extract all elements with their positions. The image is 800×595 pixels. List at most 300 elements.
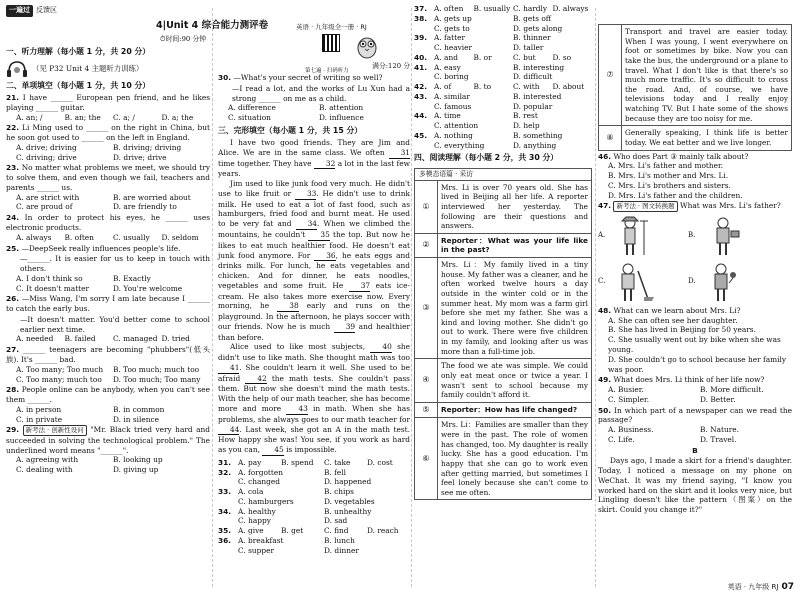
options-47-pictures <box>598 214 792 304</box>
option[interactable]: C. gets to <box>434 23 470 33</box>
cloze-option-row <box>414 4 592 14</box>
farmer-icon <box>608 215 658 257</box>
cloze-option-row <box>414 121 592 131</box>
option[interactable]: C. supper <box>238 545 275 555</box>
question-stem: In order to protect his eyes, he ______ uses electronic products. <box>6 213 210 233</box>
option[interactable]: A. and <box>434 52 458 62</box>
cloze-text: Alice used to like most subjects, <box>230 342 366 352</box>
part-text: Mrs. Li：Families are smaller than they were in the past. The role of women has changed, too. My daughter is really lucky. She has a good education. I'm happy that she can go to work even after getting married, but sometimes I feel lonely because she can't come to see me often. <box>438 418 592 500</box>
interview-row <box>415 402 592 418</box>
option[interactable]: B. rest <box>513 111 538 121</box>
question-stem: "Mr. Black tried very hard and succeeded in solving the technological problem." The underlined word means "______". <box>6 425 210 455</box>
section-single-choice-title: 二、单项填空（每小题 1 分，共 10 分） <box>6 80 151 90</box>
option[interactable]: C. a; / <box>113 112 135 122</box>
blank-35[interactable]: 35 <box>308 230 329 241</box>
option[interactable]: D. popular <box>513 101 553 111</box>
option[interactable]: A. are strict with <box>16 192 80 202</box>
option[interactable]: B. More difficult. <box>700 385 764 395</box>
question-28 <box>6 385 210 405</box>
part-text: Generally speaking, I think life is better today. We eat better and we live longer. <box>622 126 792 150</box>
option[interactable]: B. Exactly <box>113 273 151 283</box>
option[interactable]: A. Too many; Too much <box>16 364 104 374</box>
option[interactable]: D. anything <box>513 140 557 150</box>
blank-31[interactable]: 31 <box>389 148 410 159</box>
option[interactable]: D. dinner <box>324 545 359 555</box>
option[interactable]: A. gets up <box>434 13 472 23</box>
picture-option[interactable] <box>688 260 772 304</box>
column-divider <box>411 8 412 587</box>
option[interactable]: A. fatter <box>434 33 466 43</box>
blank-44[interactable]: 44 <box>218 425 239 436</box>
column-2 <box>218 62 410 595</box>
blank-37[interactable]: 37 <box>349 281 370 292</box>
option[interactable]: A. drive; driving <box>16 142 77 152</box>
option[interactable]: C. boring <box>434 72 469 82</box>
option[interactable]: B. gets off <box>513 13 552 23</box>
cloze-paragraph-3 <box>218 342 410 455</box>
option[interactable]: C. dealing with <box>16 465 73 475</box>
option[interactable]: A. easy <box>434 62 461 72</box>
option[interactable]: B. chips <box>324 487 354 497</box>
option[interactable]: C. usually <box>113 232 150 242</box>
option[interactable]: B. Too much; much too <box>113 364 200 374</box>
cloze-option-row <box>218 497 410 507</box>
cloze-option-row <box>414 33 592 43</box>
passage-b-paragraph: Days ago, I made a skirt for a friend's daughter. Today, I noticed a message on my phone on WeChat. It was my friend saying, "I know you worked hard on the skirt and it looks very nice, but Lingling doesn't like the pattern（图案）on the skirt. Could you change it?" <box>598 456 792 515</box>
option[interactable]: A. cola <box>238 487 264 497</box>
question-22 <box>6 123 210 143</box>
option[interactable]: C. It doesn't matter <box>16 283 90 293</box>
interview-row <box>415 418 592 500</box>
option[interactable]: D. vegetables <box>324 496 375 506</box>
option[interactable]: B. in common <box>113 404 165 414</box>
cloze-text: the top. But now he likes to eat much healthier food. He doesn't eat junk food anymore. For <box>218 229 410 260</box>
question-stem-line2: —I read a lot, and the works of Lu Xun had a strong ______ on me as a child. <box>232 83 410 103</box>
interview-row <box>415 258 592 359</box>
cloze-paragraph-1 <box>218 138 410 179</box>
option[interactable]: D. about <box>552 82 585 92</box>
question-tag: 新考法 · 创新性设问 <box>23 425 87 436</box>
option[interactable]: A. nothing <box>434 130 473 140</box>
worker-icon <box>698 215 748 257</box>
option[interactable]: B. or <box>473 52 492 62</box>
option[interactable]: C. Too many; much too <box>16 374 102 384</box>
question-stem: —DeepSeek really influences people's life. <box>21 243 181 253</box>
option[interactable]: D. Travel. <box>700 434 737 444</box>
option-letter: D. <box>688 277 696 286</box>
cloze-option-row <box>218 468 410 478</box>
blank-38[interactable]: 38 <box>277 301 298 312</box>
question-stem: ______ teenagers are becoming "phubbers"(低头族). It's ______ bad. <box>6 345 210 364</box>
option[interactable]: B. driving; driving <box>113 142 182 152</box>
option[interactable]: C. managed <box>113 334 158 344</box>
question-stem: —What's your secret of writing so well? <box>233 72 383 82</box>
column-divider <box>212 8 213 587</box>
picture-option[interactable] <box>688 214 772 258</box>
option[interactable]: D. Better. <box>700 394 736 404</box>
option[interactable]: B. interested <box>513 91 562 101</box>
option[interactable]: A. often <box>434 4 464 13</box>
cloze-option-row <box>218 536 410 546</box>
question-number: 37. <box>414 4 428 13</box>
book-label: 英语 · 九年级全一册 · RJ <box>296 23 367 31</box>
option[interactable]: C. changed <box>238 477 280 487</box>
question-number: 26. <box>6 294 20 304</box>
option[interactable]: B. lunch <box>324 535 355 545</box>
option[interactable]: B. usually <box>473 4 511 13</box>
option[interactable]: D. influence <box>319 113 364 123</box>
option[interactable]: C. attention <box>434 121 479 131</box>
question-49 <box>598 375 792 385</box>
option[interactable]: A. in person <box>16 404 62 414</box>
option[interactable]: A. an; / <box>16 112 43 122</box>
option[interactable]: A. give <box>238 526 264 536</box>
option[interactable]: C. happy <box>238 516 271 526</box>
question-25 <box>6 244 210 254</box>
option[interactable]: C. situation <box>228 113 271 123</box>
option[interactable]: A. agreeing with <box>16 455 79 465</box>
options-21 <box>6 113 210 123</box>
question-number: 36. <box>218 535 232 545</box>
cloze-option-row <box>218 516 410 526</box>
option[interactable]: C. in private <box>16 414 63 424</box>
options-46 <box>598 161 792 200</box>
option[interactable]: B. Nature. <box>700 425 739 435</box>
cloze-paragraph-2 <box>218 179 410 342</box>
cloze-text: Jim used to like junk food very much. He didn't use to like fruit or <box>218 179 410 198</box>
blank-33[interactable]: 33 <box>295 189 316 200</box>
cloze-options-31-36 <box>218 458 410 556</box>
option[interactable]: D. drive; drive <box>113 152 167 162</box>
cloze-text: . He didn't use to drink milk. He used to eat a lot of fast food, such as hamburgers, fried food and burnt meat. He used to be very fat and <box>218 188 410 229</box>
question-30 <box>218 73 410 83</box>
cloze-text: . She couldn't learn it well. She used to be afraid <box>218 362 410 383</box>
question-stem: Li Ming used to ______ on the right in China, but he soon got used to ______ on the left in England. <box>6 123 210 143</box>
blank-32[interactable]: 32 <box>314 159 335 170</box>
question-number: 29. <box>6 425 20 435</box>
option[interactable]: B. fell <box>324 467 346 477</box>
option[interactable]: D. cost <box>367 457 393 467</box>
cloze-option-row <box>414 141 592 151</box>
option[interactable]: A. similar <box>434 91 470 101</box>
option-letter: B. <box>688 231 696 240</box>
option[interactable]: A. I don't think so <box>16 273 83 283</box>
reporter-icon <box>699 261 749 303</box>
option[interactable]: A. forgotten <box>238 467 284 477</box>
cloze-text: I have two good friends. They are Jim and Alice. We are in the same class. We often <box>218 138 410 157</box>
question-stem: People online can be anybody, when you can't see them ______. <box>6 385 211 405</box>
option[interactable]: B. spend <box>281 457 314 467</box>
part-number: ① <box>415 180 438 233</box>
column-4 <box>598 24 792 595</box>
question-stem: In which part of a newspaper can we read the passage? <box>598 405 792 425</box>
options-25 <box>6 274 210 294</box>
option[interactable]: A. always <box>16 232 52 242</box>
option[interactable]: C. famous <box>434 101 472 111</box>
option[interactable]: D. She couldn't go to school because her family was poor. <box>608 354 787 374</box>
option[interactable]: D. help <box>513 121 540 131</box>
cloze-text: , he eats eggs and drinks milk. For lunch, he eats vegetables and chicken. And for dinner, he eats noodles, vegetables and some fruit. He <box>218 250 410 290</box>
part-text: Mrs. Li：My family lived in a tiny house. My father was a cleaner, and he often worked twelve hours a day outside in the winter cold or in the summer heat. My mom was a farm girl before she met my father. She was a kind and loving mother. She didn't go out to work. There were five children in my family, and looking after us was more than a full-time job. <box>438 258 592 359</box>
option[interactable]: D. happened <box>324 477 372 487</box>
brand-logo: 一遍过 <box>6 5 33 16</box>
time-limit-text: 时间:90 分钟 <box>165 34 206 43</box>
options-29 <box>6 455 210 475</box>
question-number: 43. <box>414 91 428 101</box>
option[interactable]: C. are proud of <box>16 202 73 212</box>
part-number: ③ <box>415 258 438 359</box>
option[interactable]: A. Mrs. Li's father and mother. <box>608 161 724 171</box>
blank-34[interactable]: 34 <box>296 219 317 230</box>
question-47 <box>598 201 792 212</box>
question-number: 31. <box>218 457 232 467</box>
option[interactable]: D. are friendly to <box>113 202 177 212</box>
option[interactable]: D. a; the <box>161 112 194 122</box>
option[interactable]: C. hardly <box>513 4 548 13</box>
question-stem: What does Mrs. Li think of her life now? <box>613 375 765 385</box>
option[interactable]: A. time <box>434 111 461 121</box>
cloze-option-row <box>414 53 592 63</box>
cloze-option-row <box>218 458 410 468</box>
option[interactable]: D. sad <box>324 516 348 526</box>
question-number: 33. <box>218 487 232 497</box>
clock-icon: ⏱ <box>160 34 166 43</box>
question-number: 39. <box>414 33 428 43</box>
question-46 <box>598 152 792 162</box>
cloze-text: is impossible. <box>286 445 337 455</box>
option[interactable]: A. needed <box>16 334 54 344</box>
picture-option[interactable] <box>598 260 682 304</box>
question-stem-line2: —______. It is easier for us to keep in touch with others. <box>20 254 210 274</box>
interview-row <box>599 126 792 150</box>
question-stem-line2: —It doesn't matter. You'd better come to school earlier next time. <box>20 314 210 334</box>
option[interactable]: B. unhealthy <box>324 506 372 516</box>
option[interactable]: C. Mrs. Li's brothers and sisters. <box>608 180 731 190</box>
blank-45[interactable]: 45 <box>262 445 283 456</box>
option[interactable]: B. get <box>281 526 304 536</box>
option[interactable]: A. Busier. <box>608 385 644 395</box>
part-number: ② <box>415 233 438 257</box>
interview-row <box>415 359 592 403</box>
option[interactable]: B. failed <box>64 334 96 344</box>
question-number: 24. <box>6 213 20 223</box>
page-title: 4|Unit 4 综合能力测评卷 <box>156 20 269 31</box>
question-number: 49. <box>598 375 612 385</box>
question-27 <box>6 345 210 365</box>
question-23 <box>6 163 210 192</box>
question-number: 27. <box>6 345 20 355</box>
listening-note <box>6 60 210 78</box>
blank-39[interactable]: 39 <box>334 322 355 333</box>
options-50 <box>598 425 792 445</box>
option[interactable]: B. are worried about <box>113 192 191 202</box>
page-footer <box>728 582 794 592</box>
options-28 <box>6 405 210 425</box>
score-text: 满分:120 分 <box>372 62 410 70</box>
section-cloze-title: 三、完形填空（每小题 1 分，共 15 分） <box>218 125 363 135</box>
score-line <box>218 62 410 71</box>
part-number: ④ <box>415 359 438 403</box>
cloze-text: and healthier than before. <box>218 321 410 342</box>
cloze-option-row <box>414 92 592 102</box>
question-number: 32. <box>218 467 232 477</box>
cloze-option-row <box>218 477 410 487</box>
cloze-text: the math tests. She couldn't pass them. But now she doesn't mind the math tests. With the help of our math teacher, she has become more and more <box>218 373 410 413</box>
option[interactable]: C. heavier <box>434 43 473 53</box>
cloze-option-row <box>414 24 592 34</box>
option[interactable]: C. driving; drive <box>16 152 77 162</box>
blank-42[interactable]: 42 <box>245 374 266 385</box>
option[interactable]: B. looking up <box>113 455 163 465</box>
option[interactable]: C. but <box>513 52 536 62</box>
blank-40[interactable]: 40 <box>370 342 391 353</box>
option[interactable]: C. Life. <box>608 434 635 444</box>
option[interactable]: B. attention <box>319 103 364 113</box>
question-stem: Who does Part ③ mainly talk about? <box>613 151 749 161</box>
reading-tag: 多模态语篇 · 采访 <box>419 169 474 178</box>
option[interactable]: D. Mrs. Li's father and the children. <box>608 190 743 200</box>
option[interactable]: B. often <box>64 232 94 242</box>
blank-36[interactable]: 36 <box>314 251 335 262</box>
options-49 <box>598 385 792 405</box>
option[interactable]: B. an; the <box>64 112 101 122</box>
part-text: The food we ate was simple. We could only eat meat once or twice a year. I wasn't sent to school because my family couldn't afford it. <box>438 359 592 403</box>
question-number: 42. <box>414 82 428 92</box>
option[interactable]: D. reach <box>367 526 399 536</box>
cloze-option-row <box>218 507 410 517</box>
option[interactable]: C. hamburgers <box>238 496 294 506</box>
option[interactable]: D. always <box>552 4 589 13</box>
options-24 <box>6 233 210 243</box>
cloze-text: . Last week, she got an A in the math test. How happy she was! You see, if you work as hard as you can, <box>218 424 410 455</box>
cloze-option-row <box>218 526 410 536</box>
passage-b-label: B <box>692 445 698 455</box>
option[interactable]: B. thinner <box>513 33 551 43</box>
option[interactable]: A. pay <box>238 457 262 467</box>
option[interactable]: A. healthy <box>238 506 276 516</box>
question-number: 48. <box>598 305 612 315</box>
cloze-text: eats ice-cream. He also takes more exercise now. Every morning, he <box>218 280 410 311</box>
blank-43[interactable]: 43 <box>286 404 307 415</box>
option[interactable]: A. of <box>434 82 452 92</box>
option[interactable]: D. difficult <box>513 72 553 82</box>
brand-subtitle: 反馈区 <box>36 6 57 15</box>
option[interactable]: D. so <box>552 52 572 62</box>
options-22 <box>6 143 210 163</box>
option[interactable]: D. gets along <box>513 23 563 33</box>
cloze-text: a lot in the last few years. <box>218 158 410 179</box>
option[interactable]: C. She usually went out by bike when she was young. <box>608 335 781 354</box>
cloze-text: she didn't use to like math. She thought math was too <box>218 342 411 363</box>
part-number: ⑥ <box>415 418 438 500</box>
option[interactable]: D. seldom <box>161 232 199 242</box>
option[interactable]: A. Business. <box>608 425 654 435</box>
question-stem: No matter what problems we meet, we should try to solve them, and even though we fail, teachers and parents ______ us. <box>6 163 210 192</box>
cloze-options-37-45 <box>414 4 592 150</box>
blank-41[interactable]: 41 <box>218 363 239 374</box>
option[interactable]: B. something <box>513 130 563 140</box>
footer-label: 英语 · 九年级 RJ <box>727 583 779 591</box>
option[interactable]: C. take <box>324 457 351 467</box>
question-number: 23. <box>6 163 20 173</box>
cloze-option-row <box>414 131 592 141</box>
option[interactable]: D. taller <box>513 43 544 53</box>
part-text: Transport and travel are easier today. When I was young, I went everywhere on foot or sometimes by bike. Now you can take the bus, the underground or a plane to travel. What I don't like is that there's so much more traffic. It's so difficult to cross the road. And, of course, we have televisions today and I really enjoy watching TV. But I hate some of the shows because they are too noisy for me. <box>622 25 792 126</box>
page-number: 07 <box>781 582 794 592</box>
options-30 <box>218 103 410 123</box>
option[interactable]: D. tried <box>161 334 190 344</box>
cloze-option-row <box>414 82 592 92</box>
cloze-option-row <box>414 111 592 121</box>
option[interactable]: D. giving up <box>113 465 159 475</box>
option[interactable]: A. difference <box>228 103 276 113</box>
interview-row <box>415 233 592 257</box>
question-number: 44. <box>414 111 428 121</box>
option[interactable]: C. Simpler. <box>608 394 650 404</box>
option[interactable]: C. with <box>513 82 540 92</box>
question-29 <box>6 425 210 455</box>
question-stem: I have ______ European pen friend, and he likes playing ______ guitar. <box>6 93 210 112</box>
question-number: 35. <box>218 526 232 536</box>
part-number: ⑦ <box>599 25 622 126</box>
interview-table-continued <box>598 24 792 151</box>
option[interactable]: D. in silence <box>113 414 159 424</box>
cloze-option-row <box>414 63 592 73</box>
question-number: 21. <box>6 93 20 103</box>
part-number: ⑧ <box>599 126 622 150</box>
option[interactable]: D. Too much; Too many <box>113 374 201 384</box>
question-50 <box>598 406 792 426</box>
headphones-icon <box>6 60 28 78</box>
question-number: 22. <box>6 123 20 133</box>
option[interactable]: B. She has lived in Beijing for 50 years. <box>608 325 756 335</box>
option[interactable]: B. interesting <box>513 62 565 72</box>
option[interactable]: D. You're welcome <box>113 283 183 293</box>
section-listening-title: 一、听力理解（每小题 1 分，共 20 分） <box>6 46 151 56</box>
option[interactable]: B. Mrs. Li's mother and Mrs. Li. <box>608 171 729 181</box>
question-number: 41. <box>414 62 428 72</box>
picture-option[interactable] <box>598 214 682 258</box>
question-48 <box>598 306 792 316</box>
cloze-text: . When we climbed the mountains, he couldn't <box>218 219 411 239</box>
options-23 <box>6 193 210 213</box>
option[interactable]: A. breakfast <box>238 535 284 545</box>
option[interactable]: C. find <box>324 526 349 536</box>
question-number: 28. <box>6 385 20 395</box>
option[interactable]: C. everything <box>434 140 485 150</box>
question-number: 38. <box>414 13 428 23</box>
interview-row <box>415 180 592 233</box>
question-number: 30. <box>218 72 232 82</box>
column-3 <box>414 4 592 595</box>
mascot-owl-icon <box>352 30 382 60</box>
options-26 <box>6 334 210 344</box>
option[interactable]: B. to <box>473 82 492 92</box>
part-text: Reporter：How has life changed? <box>438 402 592 418</box>
column-divider <box>595 8 596 587</box>
cloze-text: time together. They have <box>218 158 312 168</box>
question-number: 40. <box>414 52 428 62</box>
question-stem: What can we learn about Mrs. Li? <box>613 305 741 315</box>
section-reading-title: 四、阅读理解（每小题 2 分，共 30 分） <box>414 153 559 163</box>
cloze-option-row <box>414 43 592 53</box>
question-number: 45. <box>414 130 428 140</box>
question-number: 25. <box>6 243 20 253</box>
option[interactable]: A. She can often see her daughter. <box>608 315 738 325</box>
cloze-option-row <box>414 14 592 24</box>
question-number: 34. <box>218 506 232 516</box>
part-text: Reporter：What was your life like in the past? <box>438 233 592 257</box>
